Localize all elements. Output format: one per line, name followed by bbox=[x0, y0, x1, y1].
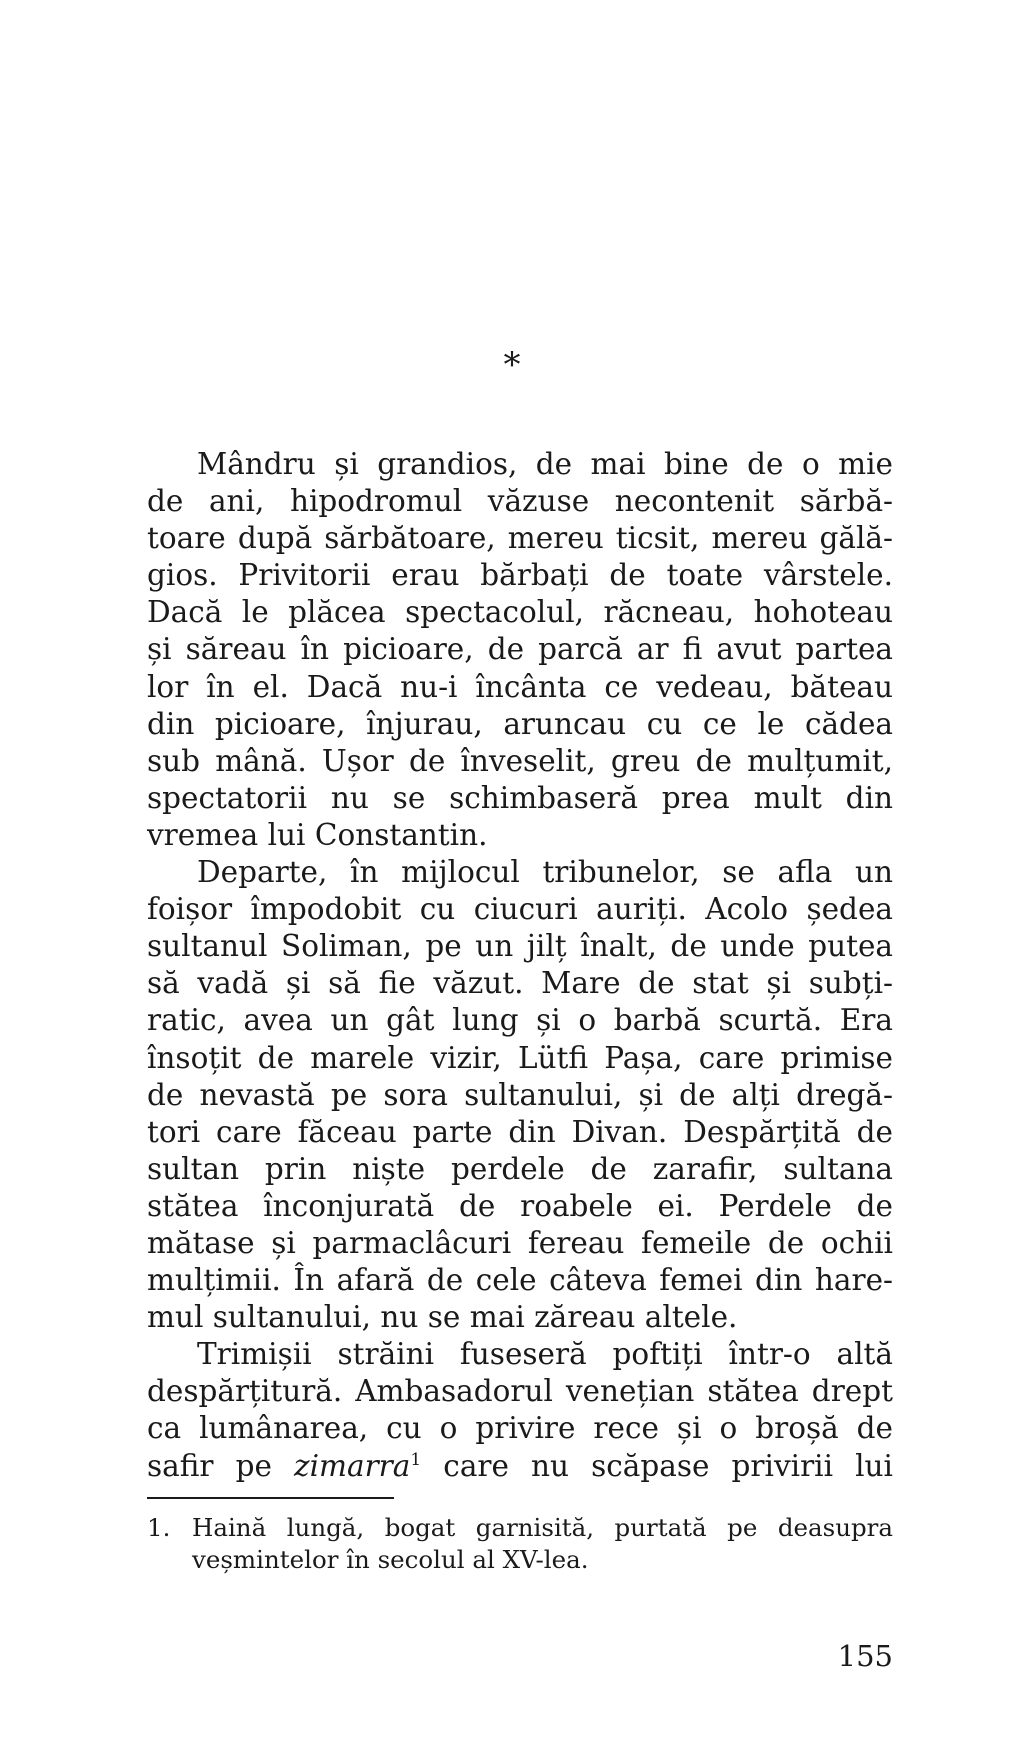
footnote bbox=[147, 1512, 893, 1576]
footnote-number: 1. bbox=[147, 1513, 171, 1542]
italic-term: zimarra bbox=[294, 1448, 411, 1483]
text-line: foișor împodobit cu ciucuri auriți. Acolo ședea bbox=[147, 892, 893, 927]
footnote-text bbox=[192, 1512, 893, 1576]
text-line: sub mână. Ușor de înveselit, greu de mulțumit, bbox=[147, 743, 893, 778]
text-segment: care nu scăpase privirii lui bbox=[421, 1448, 893, 1483]
paragraph-3 bbox=[147, 1336, 893, 1484]
text-line: de nevastă pe sora sultanului, și de alți dregă- bbox=[147, 1077, 893, 1112]
text-line: Mândru și grandios, de mai bine de o mie bbox=[197, 447, 893, 481]
paragraph-1 bbox=[147, 446, 893, 854]
text-line: din picioare, înjurau, aruncau cu ce le cădea bbox=[147, 706, 893, 741]
text-line: ratic, avea un gât lung și o barbă scurtă. Era bbox=[147, 1003, 893, 1038]
text-line: însoțit de marele vizir, Lütfi Pașa, care primise bbox=[147, 1040, 893, 1075]
footnote-line: veșmintelor în secolul al XV-lea. bbox=[192, 1545, 589, 1574]
text-line: Trimișii străini fuseseră poftiți într-o altă bbox=[197, 1337, 893, 1372]
footnote-line: Haină lungă, bogat garnisită, purtată pe deasupra bbox=[192, 1513, 893, 1542]
text-line: stătea înconjurată de roabele ei. Perdele de bbox=[147, 1188, 893, 1223]
text-line: despărțitură. Ambasadorul venețian stătea drept bbox=[147, 1374, 893, 1409]
text-line: lor în el. Dacă nu-i încânta ce vedeau, băteau bbox=[147, 669, 893, 704]
text-line-with-footnote bbox=[147, 1448, 893, 1485]
footnote-reference[interactable]: 1 bbox=[410, 1449, 422, 1470]
text-line: sultan prin niște perdele de zarafir, sultana bbox=[147, 1151, 893, 1186]
text-line: ca lumânarea, cu o privire rece și o broșă de bbox=[147, 1411, 893, 1446]
text-line: și săreau în picioare, de parcă ar fi avut partea bbox=[147, 632, 893, 667]
text-line: Departe, în mijlocul tribunelor, se afla un bbox=[197, 855, 893, 890]
text-line: mulțimii. În afară de cele câteva femei din hare- bbox=[147, 1263, 893, 1298]
text-line: de ani, hipodromul văzuse necontenit sărbă- bbox=[147, 484, 893, 519]
text-line: spectatorii nu se schimbaseră prea mult din bbox=[147, 780, 893, 815]
text-line: tori care făceau parte din Divan. Despărțită de bbox=[147, 1114, 893, 1149]
text-line: să vadă și să fie văzut. Mare de stat și subți- bbox=[147, 966, 893, 1001]
main-text bbox=[147, 446, 893, 1485]
paragraph-2 bbox=[147, 854, 893, 1336]
page-number: 155 bbox=[837, 1639, 893, 1673]
text-line: vremea lui Constantin. bbox=[147, 817, 488, 852]
footnote-divider bbox=[147, 1497, 394, 1499]
text-line: sultanul Soliman, pe un jilț înalt, de unde putea bbox=[147, 929, 893, 964]
text-line: Dacă le plăcea spectacolul, răcneau, hohoteau bbox=[147, 595, 893, 630]
text-line: toare după sărbătoare, mereu ticsit, mereu gălă- bbox=[147, 521, 893, 556]
text-line: mul sultanului, nu se mai zăreau altele. bbox=[147, 1300, 738, 1335]
text-line: gios. Privitorii erau bărbați de toate vârstele. bbox=[147, 558, 893, 593]
text-line: mătase și parmaclâcuri fereau femeile de ochii bbox=[147, 1225, 893, 1260]
text-segment: safir pe bbox=[147, 1448, 295, 1483]
section-break-asterisk: * bbox=[503, 345, 521, 385]
